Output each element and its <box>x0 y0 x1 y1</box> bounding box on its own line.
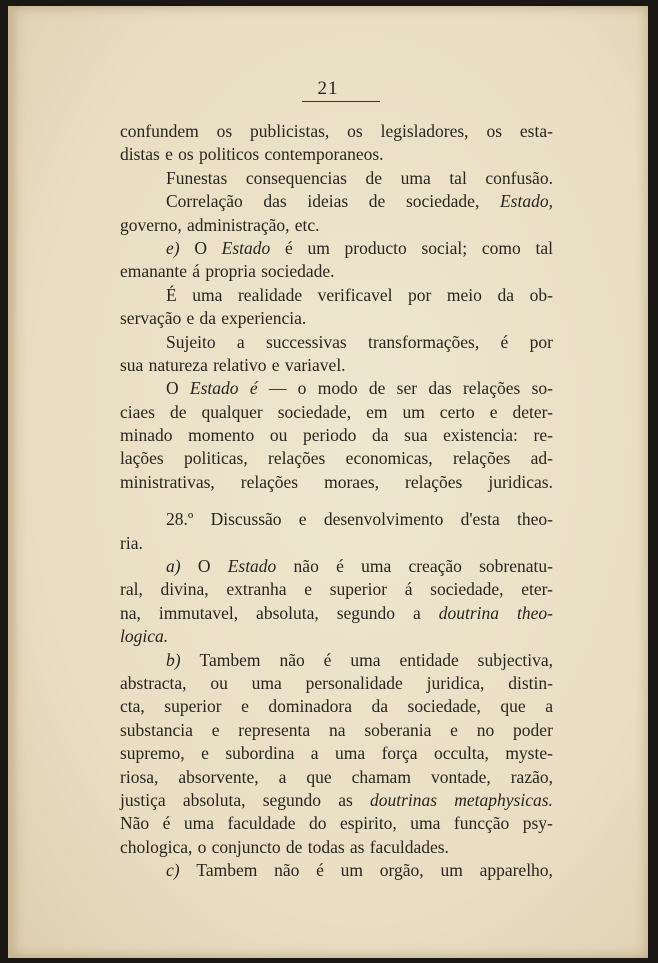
word: absoluta, <box>256 602 319 623</box>
word: economicas, <box>345 448 433 469</box>
word: confusão. <box>485 167 553 188</box>
word: esta- <box>519 121 553 141</box>
text-line <box>120 354 553 377</box>
word: vontade, <box>430 766 491 787</box>
word: é <box>336 556 344 577</box>
word: superior <box>164 696 222 717</box>
text-line <box>120 377 553 400</box>
word: juridica, <box>426 672 485 693</box>
text-line <box>120 424 553 447</box>
word: á <box>192 261 201 282</box>
word: successivas <box>265 331 347 352</box>
word: É <box>166 284 177 305</box>
word: e <box>201 743 209 764</box>
word: subordina <box>225 743 295 764</box>
word: os <box>178 144 194 165</box>
word: supremo, <box>120 743 185 764</box>
word: sobrenatu- <box>479 556 553 577</box>
text-line <box>120 719 553 742</box>
text-line <box>120 532 553 555</box>
word: absoluta, <box>182 789 246 810</box>
word: da <box>372 425 389 446</box>
word: um <box>307 237 330 258</box>
word: uma <box>335 743 366 764</box>
word: sociedade. <box>261 261 335 282</box>
word: re- <box>533 425 553 446</box>
text-line <box>120 742 553 765</box>
word: segundo <box>336 602 396 623</box>
word: sociedade, <box>405 191 480 212</box>
word: uma <box>183 813 215 834</box>
word: ad- <box>530 448 553 469</box>
word: relações <box>268 448 326 469</box>
word: relações <box>405 471 463 492</box>
text-line <box>120 672 553 695</box>
book-page <box>8 6 648 958</box>
word: superior <box>329 579 388 600</box>
word: e <box>304 579 313 600</box>
word: subjectiva, <box>477 649 553 670</box>
word: politicas, <box>184 448 248 469</box>
word: Discussão <box>210 509 282 530</box>
italic-word: Estado <box>189 378 239 399</box>
text-line <box>120 649 553 672</box>
word: justiça <box>120 789 166 810</box>
word: da <box>371 696 389 717</box>
text-line <box>120 602 553 625</box>
word: experiencia. <box>221 308 307 329</box>
text-line <box>120 260 553 283</box>
text-line <box>120 214 553 237</box>
word: é <box>323 649 332 670</box>
word: lações <box>120 448 164 469</box>
word: das <box>263 191 287 212</box>
word: social; <box>421 237 468 258</box>
text-line <box>120 578 553 601</box>
word: divina, <box>160 579 209 600</box>
word: e <box>186 308 195 329</box>
word: myste- <box>505 743 553 764</box>
word: o <box>197 836 207 857</box>
word: dominadora <box>268 696 353 717</box>
word: na <box>328 719 346 740</box>
word: faculdade <box>227 813 296 834</box>
word: os <box>216 121 233 141</box>
word: Sujeito <box>166 331 216 352</box>
text-line <box>120 766 553 789</box>
word: sociedade, <box>407 696 481 717</box>
word: verificavel <box>317 284 393 305</box>
word: conjuncto <box>211 836 281 857</box>
word: a <box>412 602 421 623</box>
word: transformações, <box>367 331 480 352</box>
word: cta, <box>120 696 145 717</box>
word: entidade <box>399 649 459 670</box>
word: e <box>165 144 173 165</box>
word: relações <box>452 448 511 469</box>
text-line <box>120 695 553 718</box>
word: Correlação <box>166 191 243 212</box>
italic-word: Estado <box>221 237 271 258</box>
word: um <box>340 860 364 881</box>
word: meio <box>446 284 482 305</box>
word: variavel. <box>284 354 346 375</box>
text-line <box>120 331 553 354</box>
italic-word: Estado, <box>499 191 553 212</box>
italic-word: c) <box>166 860 180 881</box>
word: immutavel, <box>158 602 239 623</box>
word: ministrativas, <box>120 471 215 492</box>
word: natureza <box>148 354 208 375</box>
word: as <box>349 836 365 857</box>
word: absorvente, <box>178 766 259 787</box>
text-line <box>120 307 553 330</box>
word: no <box>476 719 495 740</box>
text-line <box>120 190 553 213</box>
header-rule <box>302 101 380 102</box>
word: uma <box>350 649 381 670</box>
text-line <box>120 401 553 424</box>
word: força <box>381 743 418 764</box>
word: administração, <box>186 214 290 235</box>
word: consequencias <box>245 167 347 188</box>
text-line <box>120 167 553 190</box>
word: abstracta, <box>120 672 187 693</box>
word: razão, <box>510 766 553 787</box>
word: Tambem <box>199 649 261 670</box>
word: O <box>166 378 179 399</box>
word: contemporaneos. <box>264 144 384 165</box>
word: de <box>169 401 187 422</box>
word: Tambem <box>196 860 258 881</box>
text-line <box>120 120 553 143</box>
word: O <box>197 556 211 577</box>
word: relativo <box>213 354 267 375</box>
word: e <box>298 509 307 530</box>
word: é <box>284 237 293 258</box>
italic-word: theo- <box>516 602 553 623</box>
word: não <box>293 556 319 577</box>
word: não <box>279 649 305 670</box>
word: uma <box>251 672 282 693</box>
word: soberania <box>364 719 432 740</box>
word: não <box>274 860 300 881</box>
word: chamam <box>351 766 411 787</box>
text-line <box>120 812 553 835</box>
word: do <box>308 813 327 834</box>
word: ciaes <box>120 401 155 422</box>
word: a <box>236 331 245 352</box>
word: sociedade, <box>430 579 504 600</box>
word: faculdades. <box>369 836 449 857</box>
word: momento <box>188 425 255 446</box>
text-line <box>120 284 553 307</box>
word: emanante <box>120 261 188 282</box>
word: publicistas, <box>250 121 330 141</box>
word: propria <box>205 261 256 282</box>
text-line <box>120 447 553 470</box>
italic-word: e) <box>166 237 180 258</box>
paragraph-gap <box>120 494 553 508</box>
word: orgão, <box>379 860 424 881</box>
text-line <box>120 143 553 166</box>
word: que <box>306 766 332 787</box>
word: funcção <box>453 813 510 834</box>
word: producto <box>344 237 407 258</box>
word: moraes, <box>324 471 380 492</box>
word: que <box>500 696 526 717</box>
word: extranha <box>226 579 287 600</box>
word: psy- <box>522 813 553 834</box>
word: é <box>500 331 509 352</box>
word: governo, <box>120 214 182 235</box>
word: tal <box>449 167 467 188</box>
word: riosa, <box>120 766 159 787</box>
word: substancia <box>120 719 193 740</box>
word: existencia: <box>443 425 518 446</box>
text-line <box>120 625 553 648</box>
word: é <box>162 813 171 834</box>
word: personalidade <box>305 672 403 693</box>
word: chologica, <box>120 836 193 857</box>
word: realidade <box>237 284 303 305</box>
word: e <box>450 719 458 740</box>
word: relações <box>462 378 521 399</box>
word: uma <box>192 284 223 305</box>
word: d'esta <box>460 509 500 530</box>
text-line <box>120 508 553 531</box>
word: representa <box>238 719 311 740</box>
italic-word: é <box>249 378 258 399</box>
word: segundo <box>262 789 322 810</box>
word: a <box>310 743 319 764</box>
page-gutter-shadow <box>8 6 18 958</box>
word: ou <box>269 425 288 446</box>
word: ideias <box>307 191 349 212</box>
word: poder <box>513 719 553 740</box>
italic-word: Estado <box>227 556 277 577</box>
word: e <box>489 401 498 422</box>
word: certo <box>439 401 475 422</box>
word: ria. <box>120 532 143 553</box>
word: uma <box>410 813 441 834</box>
word: modo <box>317 378 358 399</box>
word: um <box>440 860 463 881</box>
word: ob- <box>529 284 553 305</box>
word: de <box>368 378 386 399</box>
word: de <box>368 191 386 212</box>
italic-word: logica. <box>120 626 169 647</box>
word: servação <box>120 308 182 329</box>
word: como <box>481 237 521 258</box>
word: apparelho, <box>479 860 553 881</box>
word: distas <box>120 144 160 165</box>
word: á <box>404 579 413 600</box>
word: Não <box>120 813 150 834</box>
word: eter- <box>521 579 553 600</box>
word: — <box>268 378 287 399</box>
word: legisladores, <box>380 121 469 141</box>
word: occulta, <box>433 743 489 764</box>
word: sociedade, <box>277 401 352 422</box>
word: por <box>408 284 432 305</box>
word: deter- <box>512 401 553 422</box>
text-line <box>120 836 553 859</box>
word: a <box>545 696 553 717</box>
word: e <box>271 354 280 375</box>
word: theo- <box>517 509 553 530</box>
word: confundem <box>120 121 199 141</box>
italic-word: doutrina <box>438 602 500 623</box>
word: ser <box>396 378 418 399</box>
word: 28.º <box>166 509 194 530</box>
word: uma <box>400 167 431 188</box>
word: as <box>338 789 353 810</box>
word: um <box>402 401 425 422</box>
page-number: 21 <box>317 78 339 99</box>
word: etc. <box>294 214 320 235</box>
word: da <box>199 308 217 329</box>
word: minado <box>120 425 173 446</box>
word: por <box>529 331 553 352</box>
text-line <box>120 859 553 882</box>
word: periodo <box>302 425 357 446</box>
word: politicos <box>198 144 260 165</box>
word: e <box>211 719 220 740</box>
word: desenvolvimento <box>323 509 444 530</box>
italic-word: b) <box>166 649 181 670</box>
body-text <box>120 120 553 883</box>
word: ral, <box>120 579 143 600</box>
word: de <box>365 167 383 188</box>
word: de <box>285 836 303 857</box>
word: em <box>366 401 388 422</box>
word: relações <box>240 471 299 492</box>
word: sua <box>404 425 428 446</box>
word: Funestas <box>166 167 228 188</box>
word: juridicas. <box>488 471 553 492</box>
word: a <box>278 766 287 787</box>
word: e <box>241 696 249 717</box>
word: é <box>316 860 324 881</box>
word: os <box>347 121 363 141</box>
word: creação <box>408 556 462 577</box>
text-line <box>120 789 553 812</box>
word: qualquer <box>201 401 263 422</box>
word: so- <box>531 378 553 399</box>
word: ou <box>210 672 228 693</box>
word: das <box>428 378 452 399</box>
word: na, <box>120 602 141 623</box>
word: espirito, <box>339 813 397 834</box>
word: tal <box>535 237 553 258</box>
word: todas <box>307 836 345 857</box>
word: distin- <box>508 672 553 693</box>
text-line <box>120 237 553 260</box>
word: sua <box>120 354 144 375</box>
italic-word: a) <box>166 556 181 577</box>
word: o <box>297 378 307 399</box>
italic-word: metaphysicas. <box>454 789 553 810</box>
text-line <box>120 555 553 578</box>
word: da <box>497 284 515 305</box>
text-line <box>120 471 553 494</box>
italic-word: doutrinas <box>369 789 438 810</box>
word: os <box>486 121 502 141</box>
word: O <box>194 237 207 258</box>
word: uma <box>361 556 392 577</box>
